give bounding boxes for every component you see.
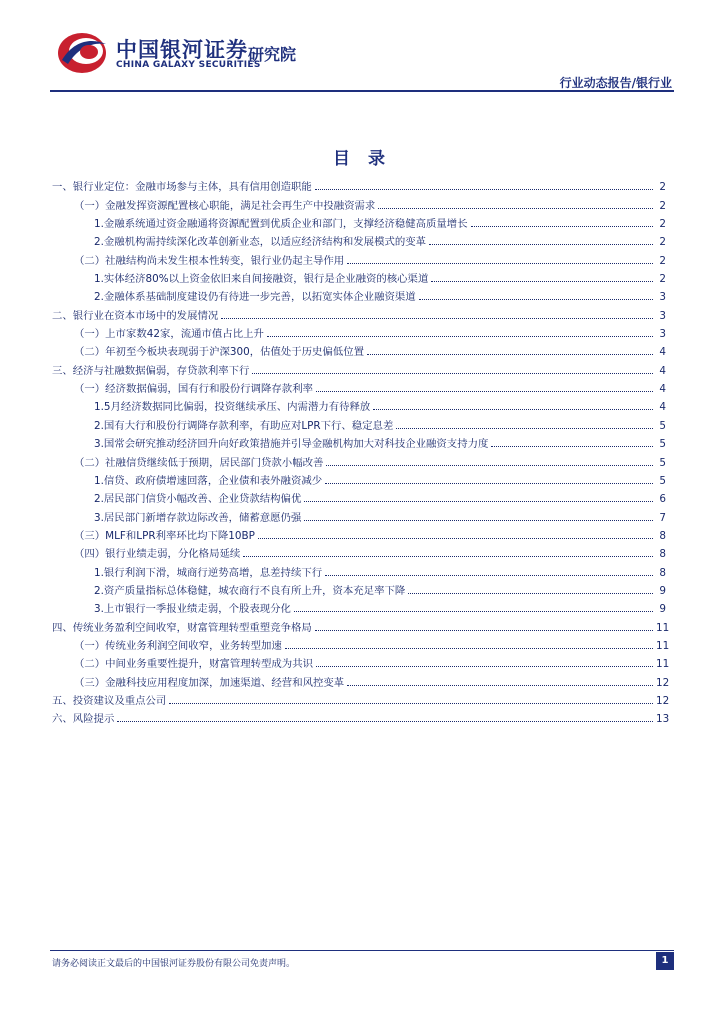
toc-entry-page: 5 xyxy=(659,474,666,487)
toc-entry[interactable] xyxy=(52,450,666,468)
toc-entry-page: 12 xyxy=(656,676,670,689)
toc-entry-label: 六、风险提示 xyxy=(52,713,115,726)
toc-entry-label: 3.居民部门新增存款边际改善，储蓄意愿仍强 xyxy=(94,511,302,524)
toc-entry[interactable] xyxy=(52,175,666,193)
toc-leader-dots xyxy=(419,299,653,300)
toc-entry-label: 三、经济与社融数据偏弱，存贷款利率下行 xyxy=(52,364,250,377)
toc-entry[interactable] xyxy=(52,395,666,413)
toc-entry-label: （一）传统业务利润空间收窄，业务转型加速 xyxy=(74,639,282,652)
toc-entry-label: （一）经济数据偏弱，国有行和股份行调降存款利率 xyxy=(74,383,313,396)
toc-entry-label: 1.实体经济80%以上资金依旧来自间接融资，银行是企业融资的核心渠道 xyxy=(94,273,429,286)
page-number: 1 xyxy=(656,952,674,970)
toc-leader-dots xyxy=(325,575,653,576)
brand-name-cn: 中国银河证券 xyxy=(116,38,248,62)
toc-entry-page: 3 xyxy=(659,328,666,341)
toc-entry[interactable] xyxy=(52,505,666,523)
toc-leader-dots xyxy=(378,208,653,209)
toc-entry-page: 4 xyxy=(659,364,666,377)
toc-entry-page: 2 xyxy=(659,236,666,249)
toc-leader-dots xyxy=(347,263,653,264)
toc-entry-label: （二）年初至今板块表现弱于沪深300，估值处于历史偏低位置 xyxy=(74,346,364,359)
header-divider xyxy=(50,90,674,92)
toc-entry-page: 2 xyxy=(659,218,666,231)
toc-entry-page: 5 xyxy=(659,456,666,469)
footer-divider xyxy=(50,950,674,951)
toc-entry-page: 8 xyxy=(659,566,666,579)
toc-entry-page: 3 xyxy=(659,291,666,304)
toc-leader-dots xyxy=(285,648,653,649)
toc-entry-page: 6 xyxy=(659,493,666,506)
toc-entry-label: （三）MLF和LPR利率环比均下降10BP xyxy=(74,529,255,542)
toc-entry-label: 2.资产质量指标总体稳健，城农商行不良有所上升，资本充足率下降 xyxy=(94,584,406,597)
toc-entry[interactable] xyxy=(52,193,666,211)
footer-disclaimer: 请务必阅读正文最后的中国银河证券股份有限公司免责声明。 xyxy=(52,959,296,969)
toc-leader-dots xyxy=(294,611,653,612)
report-type-label: 行业动态报告/银行业 xyxy=(559,76,672,90)
toc-leader-dots xyxy=(471,226,653,227)
toc-entry-page: 8 xyxy=(659,529,666,542)
toc-entry[interactable] xyxy=(52,707,670,726)
toc-leader-dots xyxy=(315,189,653,190)
toc-leader-dots xyxy=(258,538,653,539)
toc-entry-page: 4 xyxy=(659,346,666,359)
toc-leader-dots xyxy=(315,630,653,631)
toc-leader-dots xyxy=(221,318,653,319)
toc-entry[interactable] xyxy=(52,560,666,578)
toc-entry-label: 五、投资建议及重点公司 xyxy=(52,694,167,707)
toc-entry-page: 12 xyxy=(656,694,670,707)
toc-entry-label: （二）社融信贷继续低于预期，居民部门贷款小幅改善 xyxy=(74,456,324,469)
toc-entry-label: 1.5月经济数据同比偏弱，投资继续承压、内需潜力有待释放 xyxy=(94,401,371,414)
toc-entry-page: 11 xyxy=(656,621,670,634)
toc-entry-page: 2 xyxy=(659,273,666,286)
toc-leader-dots xyxy=(408,593,653,594)
toc-entry-page: 2 xyxy=(659,181,666,194)
toc-entry[interactable] xyxy=(52,634,670,652)
toc-leader-dots xyxy=(304,501,653,502)
toc-entry[interactable] xyxy=(52,615,670,634)
toc-entry-page: 4 xyxy=(659,383,666,396)
galaxy-logo-icon xyxy=(56,30,108,76)
toc-entry[interactable] xyxy=(52,542,666,560)
toc-entry[interactable] xyxy=(52,689,670,707)
page-title: 目 录 xyxy=(333,149,391,169)
toc-entry[interactable] xyxy=(52,469,666,487)
toc-entry[interactable] xyxy=(52,413,666,431)
toc-entry[interactable] xyxy=(52,248,666,266)
toc-entry[interactable] xyxy=(52,670,670,689)
toc-leader-dots xyxy=(169,703,653,704)
toc-leader-dots xyxy=(117,721,653,722)
toc-leader-dots xyxy=(325,483,653,484)
toc-entry-page: 9 xyxy=(659,603,666,616)
toc-entry[interactable] xyxy=(52,285,666,303)
department-label: 研究院 xyxy=(248,45,297,64)
toc-entry-page: 7 xyxy=(659,511,666,524)
toc-entry[interactable] xyxy=(52,230,666,248)
toc-entry-page: 4 xyxy=(659,401,666,414)
toc-entry-label: 2.金融体系基础制度建设仍有待进一步完善，以拓宽实体企业融资渠道 xyxy=(94,291,416,304)
toc-entry-label: 3.国常会研究推动经济回升向好政策措施并引导金融机构加大对科技企业融资支持力度 xyxy=(94,438,489,451)
toc-entry-page: 2 xyxy=(659,199,666,212)
toc-entry-page: 9 xyxy=(659,584,666,597)
toc-entry-label: 3.上市银行一季报业绩走弱，个股表现分化 xyxy=(94,603,291,616)
toc-leader-dots xyxy=(316,391,653,392)
toc-entry[interactable] xyxy=(52,340,666,358)
toc-entry[interactable] xyxy=(52,524,666,542)
toc-entry-label: 2.金融机构需持续深化改革创新业态，以适应经济结构和发展模式的变革 xyxy=(94,236,427,249)
toc-leader-dots xyxy=(347,685,653,686)
toc-entry-label: 2.居民部门信贷小幅改善、企业贷款结构偏优 xyxy=(94,493,302,506)
toc-leader-dots xyxy=(243,556,653,557)
brand-name-en: CHINA GALAXY SECURITIES xyxy=(116,60,261,70)
toc-entry-page: 13 xyxy=(656,713,670,726)
toc-entry[interactable] xyxy=(52,487,666,505)
toc-entry[interactable] xyxy=(52,303,666,321)
toc-entry[interactable] xyxy=(52,358,666,376)
table-of-contents xyxy=(52,175,670,726)
toc-entry-label: （一）金融发挥资源配置核心职能，满足社会再生产中投融资需求 xyxy=(74,199,376,212)
toc-entry[interactable] xyxy=(52,212,666,230)
toc-entry[interactable] xyxy=(52,652,670,671)
toc-entry-label: 一、银行业定位：金融市场参与主体，具有信用创造职能 xyxy=(52,181,312,194)
toc-entry-page: 11 xyxy=(656,639,670,652)
toc-entry[interactable] xyxy=(52,579,666,597)
toc-entry-label: 2.国有大行和股份行调降存款利率，有助应对LPR下行、稳定息差 xyxy=(94,419,394,432)
toc-leader-dots xyxy=(373,409,653,410)
toc-entry-page: 3 xyxy=(659,309,666,322)
toc-leader-dots xyxy=(252,373,653,374)
toc-leader-dots xyxy=(326,465,653,466)
toc-entry-label: （二）中间业务重要性提升，财富管理转型成为共识 xyxy=(74,658,313,671)
toc-leader-dots xyxy=(316,666,653,667)
toc-entry-label: （四）银行业绩走弱，分化格局延续 xyxy=(74,548,241,561)
toc-entry-label: 1.银行利润下滑，城商行逆势高增，息差持续下行 xyxy=(94,566,323,579)
toc-entry[interactable] xyxy=(52,322,666,340)
toc-entry-page: 5 xyxy=(659,438,666,451)
toc-entry-label: 四、传统业务盈利空间收窄，财富管理转型重塑竞争格局 xyxy=(52,621,312,634)
toc-entry-page: 8 xyxy=(659,548,666,561)
toc-leader-dots xyxy=(367,354,653,355)
toc-entry-label: （二）社融结构尚未发生根本性转变，银行业仍起主导作用 xyxy=(74,254,345,267)
toc-entry-page: 5 xyxy=(659,419,666,432)
toc-entry-label: （三）金融科技应用程度加深，加速渠道、经营和风控变革 xyxy=(74,676,345,689)
toc-leader-dots xyxy=(396,428,653,429)
toc-entry-label: 1.信贷、政府债增速回落，企业债和表外融资减少 xyxy=(94,474,323,487)
toc-entry-page: 2 xyxy=(659,254,666,267)
toc-leader-dots xyxy=(429,244,653,245)
page-header xyxy=(0,0,724,92)
toc-entry-page: 11 xyxy=(656,658,670,671)
toc-entry[interactable] xyxy=(52,432,666,450)
toc-leader-dots xyxy=(491,446,653,447)
toc-entry[interactable] xyxy=(52,267,666,285)
toc-entry[interactable] xyxy=(52,597,666,615)
toc-entry-label: 1.金融系统通过资金融通将资源配置到优质企业和部门，支撑经济稳健高质量增长 xyxy=(94,218,468,231)
toc-leader-dots xyxy=(304,520,653,521)
toc-leader-dots xyxy=(431,281,653,282)
toc-entry-label: 二、银行业在资本市场中的发展情况 xyxy=(52,309,219,322)
toc-leader-dots xyxy=(267,336,653,337)
toc-entry-label: （一）上市家数42家，流通市值占比上升 xyxy=(74,328,264,341)
toc-entry[interactable] xyxy=(52,377,666,395)
